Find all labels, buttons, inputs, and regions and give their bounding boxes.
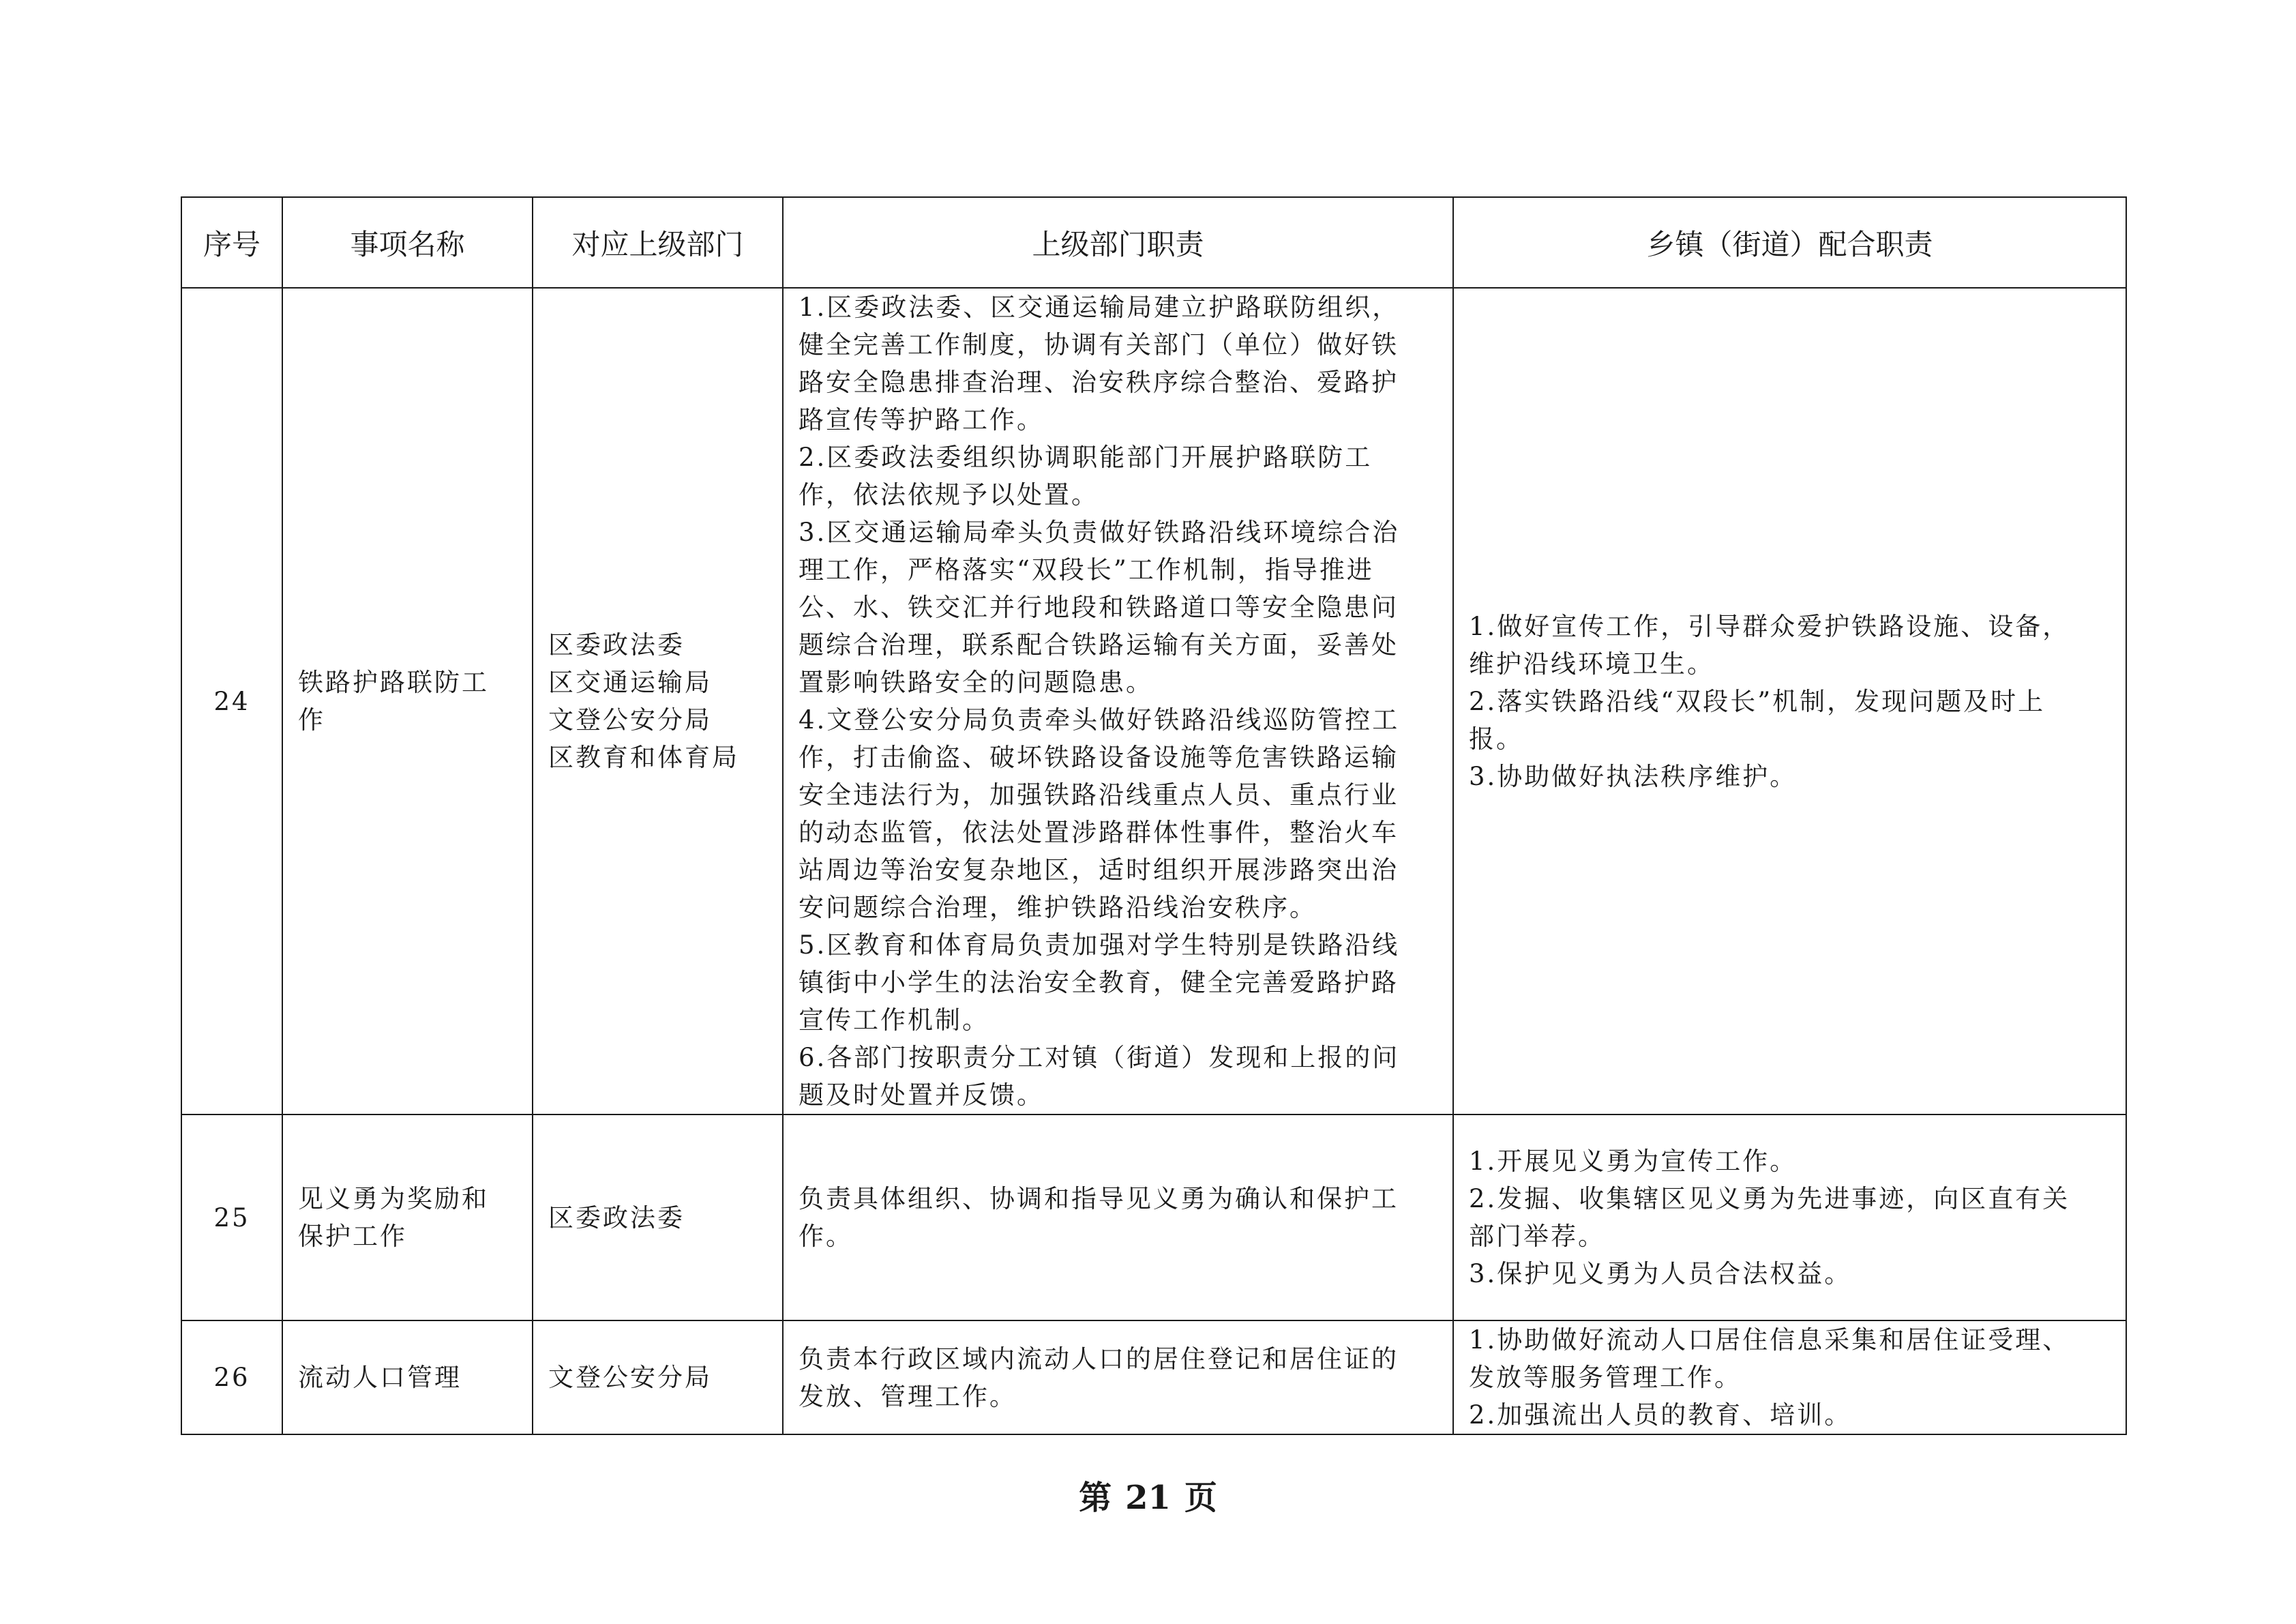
duty-line: 2.区委政法委组织协调职能部门开展护路联防工 [799, 443, 1373, 472]
row-seq: 25 [181, 1114, 282, 1320]
row-upper-dept [533, 1320, 783, 1434]
page-suffix: 页 [1184, 1479, 1217, 1517]
duty-line: 作。 [799, 1222, 853, 1251]
table-row [181, 1320, 2126, 1434]
duty-line: 作，打击偷盗、破坏铁路设备设施等危害铁路运输 [799, 743, 1399, 772]
duty-line: 2.加强流出人员的教育、培训。 [1469, 1400, 1852, 1430]
name-line: 流动人口管理 [298, 1363, 462, 1392]
row-item-name [282, 288, 533, 1114]
duty-table [181, 196, 2127, 1435]
duty-line: 发放等服务管理工作。 [1469, 1363, 1742, 1392]
dept-line: 区委政法委 [548, 630, 685, 660]
row-item-name [282, 1114, 533, 1320]
page-prefix: 第 [1079, 1479, 1112, 1517]
table-row [181, 1114, 2126, 1320]
header-item-name: 事项名称 [282, 197, 533, 288]
name-line: 铁路护路联防工 [298, 668, 489, 697]
duty-line: 1.协助做好流动人口居住信息采集和居住证受理、 [1469, 1325, 2070, 1355]
duty-line: 2.落实铁路沿线“双段长”机制，发现问题及时上 [1469, 686, 2046, 716]
duty-line: 宣传工作机制。 [799, 1005, 989, 1035]
header-upper-dept: 对应上级部门 [533, 197, 783, 288]
duty-line: 题及时处置并反馈。 [799, 1080, 1044, 1110]
row-seq: 24 [181, 288, 282, 1114]
duty-line: 部门举荐。 [1469, 1222, 1605, 1251]
row-upper-dept [533, 288, 783, 1114]
name-line: 作 [298, 705, 325, 735]
header-row [181, 197, 2126, 288]
duty-line: 安全违法行为，加强铁路沿线重点人员、重点行业 [799, 780, 1399, 810]
duty-line: 6.各部门按职责分工对镇（街道）发现和上报的问 [799, 1043, 1400, 1072]
duty-line: 作，依法依规予以处置。 [799, 480, 1099, 510]
duty-line: 报。 [1469, 724, 1523, 754]
row-town-duties [1453, 288, 2126, 1114]
dept-line: 区教育和体育局 [548, 743, 739, 772]
header-seq: 序号 [181, 197, 282, 288]
row-upper-dept [533, 1114, 783, 1320]
row-town-duties [1453, 1320, 2126, 1434]
row-upper-duties [783, 288, 1453, 1114]
header-upper-duties: 上级部门职责 [783, 197, 1453, 288]
duty-line: 安问题综合治理，维护铁路沿线治安秩序。 [799, 893, 1317, 922]
duty-line: 1.开展见义勇为宣传工作。 [1469, 1147, 1798, 1176]
duty-line: 站周边等治安复杂地区，适时组织开展涉路突出治 [799, 855, 1399, 885]
dept-line: 文登公安分局 [548, 705, 712, 735]
duty-line: 负责具体组织、协调和指导见义勇为确认和保护工 [799, 1184, 1399, 1213]
duty-line: 路安全隐患排查治理、治安秩序综合整治、爱路护 [799, 368, 1399, 397]
duty-line: 发放、管理工作。 [799, 1381, 1017, 1411]
duty-line: 1.区委政法委、区交通运输局建立护路联防组织， [799, 293, 1400, 322]
dept-line: 文登公安分局 [548, 1363, 712, 1392]
table-row [181, 288, 2126, 1114]
duty-line: 的动态监管，依法处置涉路群体性事件，整治火车 [799, 818, 1399, 847]
row-upper-duties [783, 1320, 1453, 1434]
duty-line: 维护沿线环境卫生。 [1469, 649, 1714, 679]
duty-line: 镇街中小学生的法治安全教育，健全完善爱路护路 [799, 968, 1399, 997]
duty-line: 3.协助做好执法秩序维护。 [1469, 761, 1798, 791]
duty-line: 路宣传等护路工作。 [799, 405, 1044, 434]
duty-line: 4.文登公安分局负责牵头做好铁路沿线巡防管控工 [799, 705, 1400, 735]
row-upper-duties [783, 1114, 1453, 1320]
duty-line: 2.发掘、收集辖区见义勇为先进事迹，向区直有关 [1469, 1184, 2070, 1213]
duty-line: 健全完善工作制度，协调有关部门（单位）做好铁 [799, 330, 1399, 359]
duty-line: 公、水、铁交汇并行地段和铁路道口等安全隐患问 [799, 593, 1399, 622]
duty-line: 题综合治理，联系配合铁路运输有关方面，妥善处 [799, 630, 1399, 660]
dept-line: 区委政法委 [548, 1202, 685, 1232]
duty-line: 3.保护见义勇为人员合法权益。 [1469, 1259, 1852, 1288]
duty-line: 置影响铁路安全的问题隐患。 [799, 668, 1153, 697]
row-seq: 26 [181, 1320, 282, 1434]
duty-line: 1.做好宣传工作，引导群众爱护铁路设施、设备， [1469, 611, 2070, 641]
dept-line: 区交通运输局 [548, 668, 712, 697]
row-item-name [282, 1320, 533, 1434]
row-town-duties [1453, 1114, 2126, 1320]
name-line: 见义勇为奖励和 [298, 1184, 489, 1213]
duty-line: 3.区交通运输局牵头负责做好铁路沿线环境综合治 [799, 518, 1400, 547]
page-number: 21 [1125, 1479, 1171, 1517]
duty-line: 5.区教育和体育局负责加强对学生特别是铁路沿线 [799, 930, 1400, 960]
page-footer [0, 1471, 2296, 1518]
header-town-duties: 乡镇（街道）配合职责 [1453, 197, 2126, 288]
duty-line: 负责本行政区域内流动人口的居住登记和居住证的 [799, 1344, 1399, 1374]
duty-line: 理工作，严格落实“双段长”工作机制，指导推进 [799, 555, 1374, 585]
name-line: 保护工作 [298, 1222, 407, 1251]
